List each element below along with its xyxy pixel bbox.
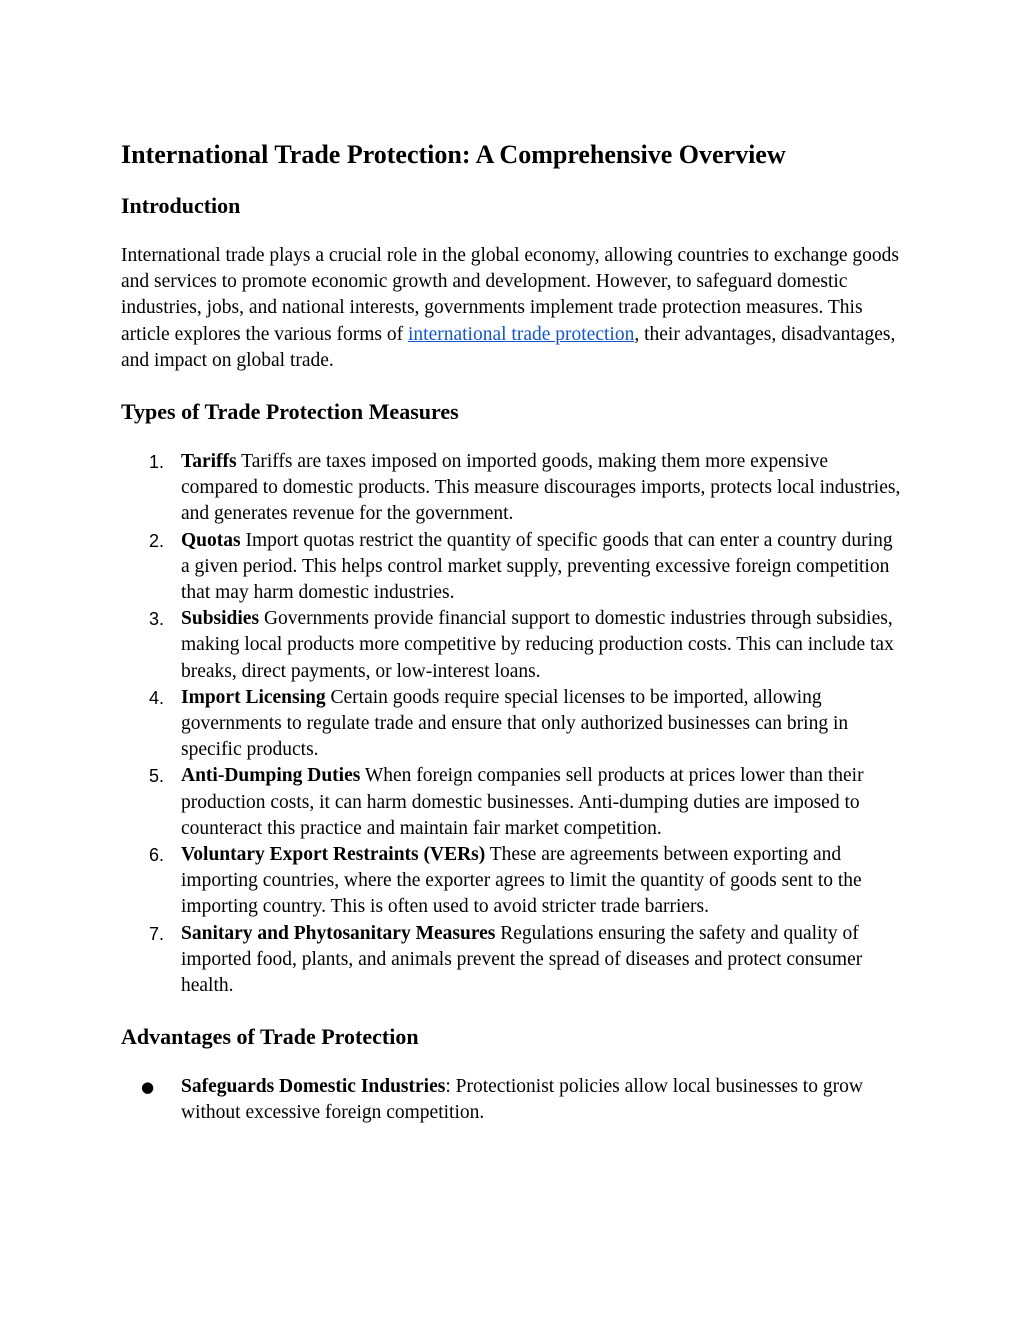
- list-item-text: Import quotas restrict the quantity of specific goods that can enter a country during a given period. This helps control market supply, preventing excessive foreign competition that may harm domestic industries.: [181, 529, 893, 604]
- international-trade-protection-link[interactable]: international trade protection: [408, 323, 635, 345]
- measures-list: [121, 449, 901, 999]
- list-item-term: Quotas: [181, 529, 241, 551]
- list-item-text: These are agreements between exporting and importing countries, where the exporter agrees to limit the quantity of goods sent to the importing country. This is often used to avoid stricter trade barriers.: [181, 844, 862, 918]
- list-item-term: Import Licensing: [181, 686, 326, 708]
- list-item: [121, 921, 901, 1000]
- list-number: 7.: [149, 923, 165, 944]
- advantages-list: [121, 1074, 901, 1126]
- list-item-text: Tariffs are taxes imposed on imported goods, making them more expensive compared to domestic products. This measure discourages imports, protects local industries, and generates revenue for the government.: [181, 451, 901, 525]
- list-number: 6.: [149, 845, 165, 866]
- bullet-icon: ●: [141, 1078, 155, 1097]
- list-item-text: Governments provide financial support to domestic industries through subsidies, making local products more competitive by reducing production costs. This can include tax breaks, direct payments, or low-interest loans.: [181, 608, 894, 682]
- heading-types-of-measures: Types of Trade Protection Measures: [121, 399, 459, 425]
- heading-introduction: Introduction: [121, 193, 241, 218]
- list-item-term: Voluntary Export Restraints (VERs): [181, 844, 486, 866]
- list-number: 1.: [149, 452, 165, 473]
- list-item: [121, 685, 901, 764]
- heading-advantages: Advantages of Trade Protection: [121, 1024, 419, 1050]
- list-item: [121, 763, 901, 842]
- list-item-term: Tariffs: [181, 451, 237, 473]
- list-item: [121, 528, 901, 607]
- list-item-text: : Protectionist policies allow local businesses to grow without excessive foreign competition.: [181, 1076, 863, 1124]
- list-item-text: Regulations ensuring the safety and quality of imported food, plants, and animals prevent the spread of diseases and protect consumer health.: [181, 922, 863, 997]
- list-item-term: Anti-Dumping Duties: [181, 765, 361, 787]
- list-item-text: When foreign companies sell products at prices lower than their production costs, it can harm domestic businesses. Anti-dumping duties are imposed to counteract this practice and maintain fair market competition.: [181, 765, 864, 839]
- list-item-text: Certain goods require special licenses to be imported, allowing governments to regulate trade and ensure that only authorized businesses can bring in specific products.: [181, 686, 849, 761]
- list-item-term: Subsidies: [181, 608, 260, 630]
- list-item: [121, 606, 901, 685]
- list-item: [121, 1074, 901, 1126]
- list-number: 2.: [149, 530, 165, 551]
- list-item-term: Safeguards Domestic Industries: [181, 1076, 446, 1098]
- intro-text-before-link: International trade plays a crucial role in the global economy, allowing countries to exchange goods and services to promote economic growth and development. However, to safeguard domestic industries, jobs, and national interests, governments implement trade protection measures. This article explores the various forms of: [121, 245, 899, 345]
- list-item: [121, 842, 901, 921]
- document-title: International Trade Protection: A Comprehensive Overview: [121, 140, 786, 169]
- introduction-paragraph: [121, 243, 901, 374]
- list-item: [121, 449, 901, 528]
- list-number: 3.: [149, 609, 165, 630]
- list-number: 4.: [149, 687, 165, 708]
- intro-text-after-link: , their advantages, disadvantages, and impact on global trade.: [121, 323, 896, 371]
- list-item-term: Sanitary and Phytosanitary Measures: [181, 922, 496, 944]
- list-number: 5.: [149, 766, 165, 787]
- document-page: [121, 136, 901, 1127]
